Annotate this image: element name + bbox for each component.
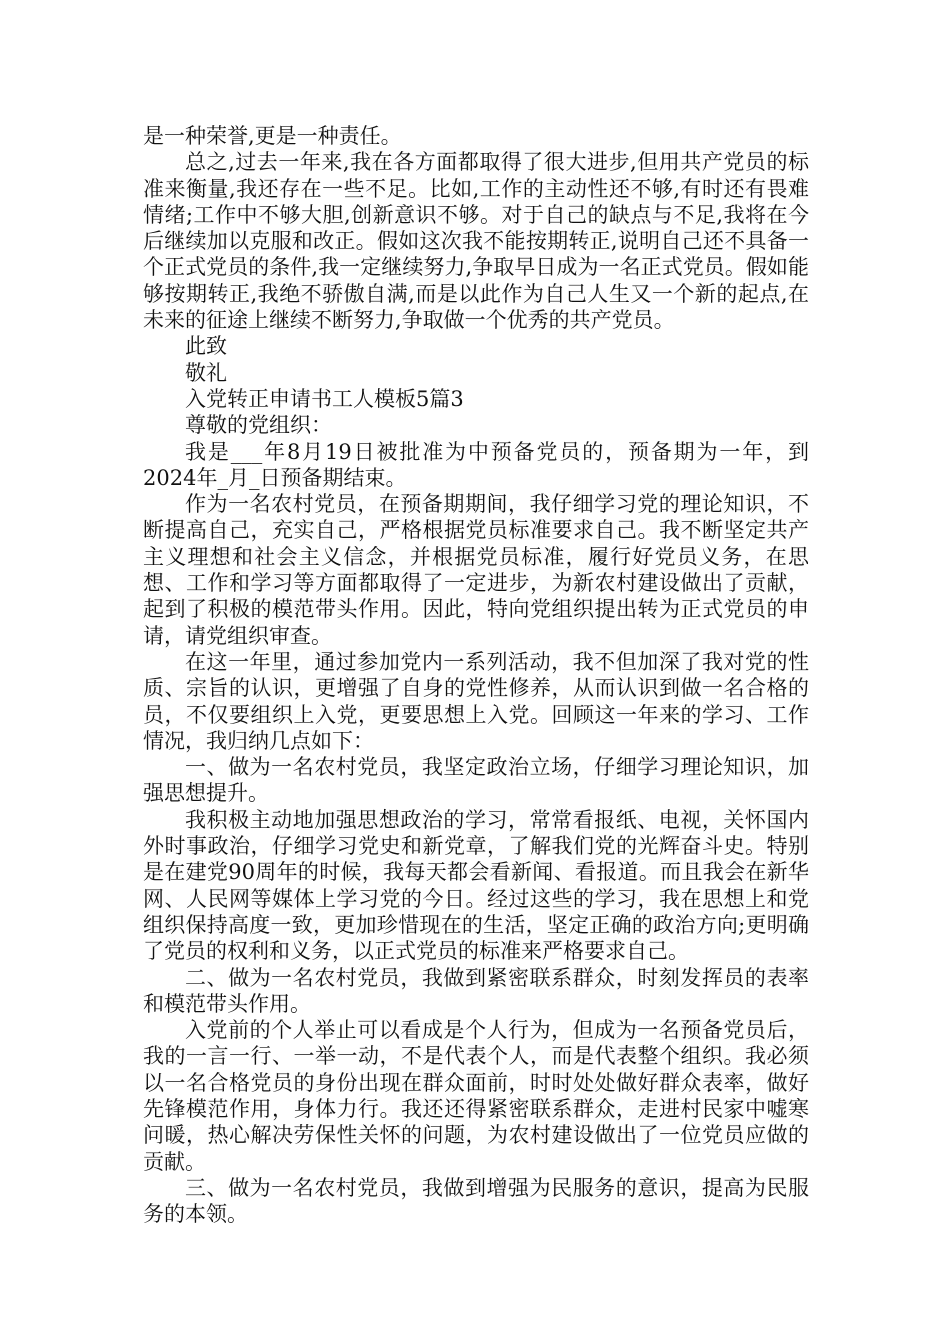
salutation-regards: 敬礼: [185, 360, 227, 385]
paragraph: 我是___年8月19日被批准为中预备党员的，预备期为一年，到2024年_月_日预备期结束。: [143, 439, 809, 490]
section-title: 入党转正申请书工人模板5篇3: [185, 386, 464, 411]
paragraph: 总之,过去一年来,我在各方面都取得了很大进步,但用共产党员的标准来衡量,我还存在一些不足。比如,工作的主动性还不够,有时还有畏难情绪;工作中不够大胆,创新意识不够。对于自己的缺点与不足,我将在今后继续加以克服和改正。假如这次我不能按期转正,说明自己还不具备一个正式党员的条件,我一定继续努力,争取早日成为一名正式党员。假如能够按期转正,我绝不骄傲自满,而是以此作为自己人生又一个新的起点,在未来的征途上继续不断努力,争取做一个优秀的共产党员。: [143, 150, 809, 333]
point-heading: 一、做为一名农村党员，我坚定政治立场，仔细学习理论知识，加强思想提升。: [143, 755, 809, 806]
letter-greeting: 尊敬的党组织：: [185, 413, 332, 438]
paragraph: 我积极主动地加强思想政治的学习，常常看报纸、电视，关怀国内外时事政治，仔细学习党史和新党章，了解我们党的光辉奋斗史。特别是在建党90周年的时候，我每天都会看新闻、看报道。而且我会在新华网、人民网等媒体上学习党的今日。经过这些的学习，我在思想上和党组织保持高度一致，更加珍惜现在的生活，坚定正确的政治方向;更明确了党员的权利和义务，以正式党员的标准来严格要求自己。: [143, 807, 809, 964]
point-heading: 二、做为一名农村党员，我做到紧密联系群众，时刻发挥员的表率和模范带头作用。: [143, 965, 809, 1016]
paragraph: 是一种荣誉,更是一种责任。: [143, 124, 402, 148]
paragraph: 入党前的个人举止可以看成是个人行为，但成为一名预备党员后，我的一言一行、一举一动，不是代表个人，而是代表整个组织。我必须以一名合格党员的身份出现在群众面前，时时处处做好群众表率，做好先锋模范作用，身体力行。我还还得紧密联系群众，走进村民家中嘘寒问暖，热心解决劳保性关怀的问题，为农村建设做出了一位党员应做的贡献。: [143, 1018, 809, 1174]
document-body: [143, 123, 809, 1227]
paragraph: 在这一年里，通过参加党内一系列活动，我不但加深了我对党的性质、宗旨的认识，更增强了自身的党性修养，从而认识到做一名合格的员，不仅要组织上入党，更要思想上入党。回顾这一年来的学习、工作情况，我归纳几点如下：: [143, 649, 809, 753]
paragraph: 作为一名农村党员，在预备期期间，我仔细学习党的理论知识，不断提高自己，充实自己，严格根据党员标准要求自己。我不断坚定共产主义理想和社会主义信念，并根据党员标准，履行好党员义务，在思想、工作和学习等方面都取得了一定进步，为新农村建设做出了贡献，起到了积极的模范带头作用。因此，特向党组织提出转为正式党员的申请，请党组织审查。: [143, 492, 809, 648]
salutation-closing: 此致: [185, 334, 227, 359]
point-heading: 三、做为一名农村党员，我做到增强为民服务的意识，提高为民服务的本领。: [143, 1175, 809, 1227]
